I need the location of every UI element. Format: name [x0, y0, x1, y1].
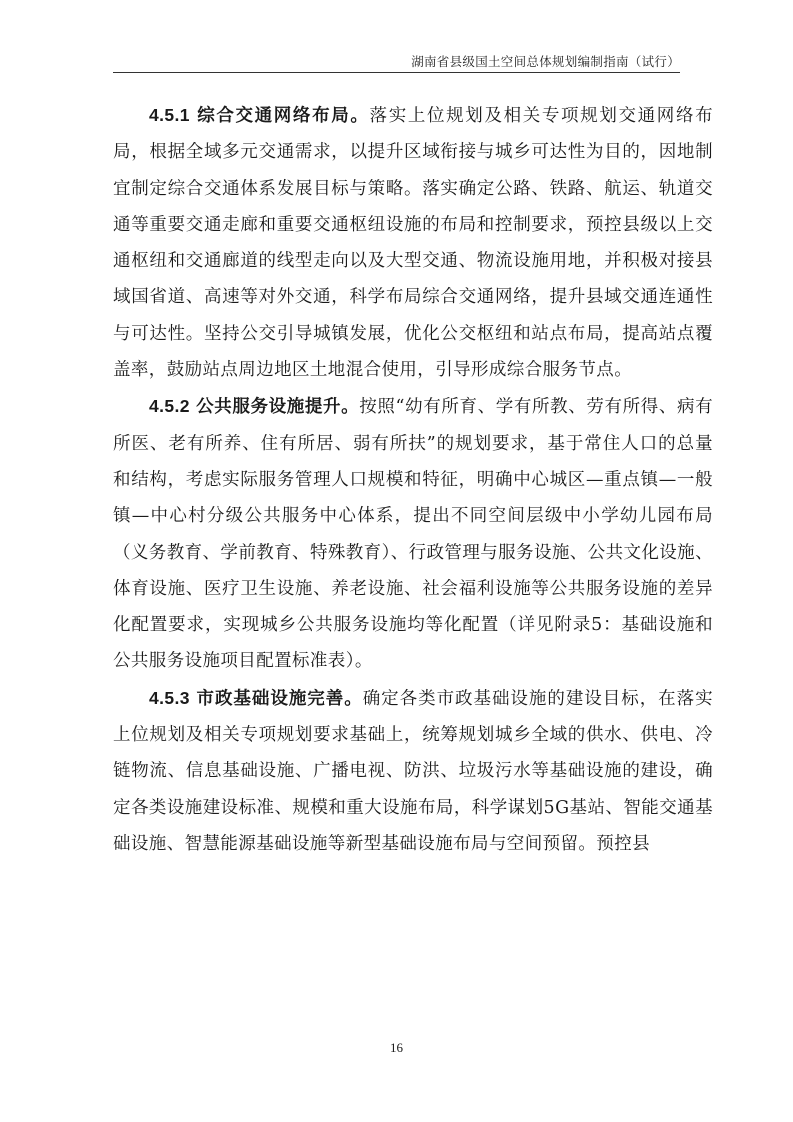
main-content — [113, 97, 713, 862]
section-number: 4.5.1 — [149, 105, 190, 125]
section-number: 4.5.2 — [149, 396, 190, 417]
page-header — [113, 50, 680, 73]
section-4-5-3 — [113, 680, 713, 862]
section-heading: 公共服务设施提升。 — [195, 397, 360, 418]
section-body: 确定各类市政基础设施的建设目标，在落实上位规划及相关专项规划要求基础上，统筹规划城乡全域的供水、供电、冷链物流、信息基础设施、广播电视、防洪、垃圾污水等基础设施的建设，确定各类设施建设标准、规模和重大设施布局，科学谋划5G基站、智能交通基础设施、智慧能源基础设施等新型基础设施布局与空间预留。预控县 — [113, 688, 713, 854]
page-number: 16 — [390, 1040, 403, 1055]
section-heading: 市政基础设施完善。 — [195, 688, 363, 709]
section-body: 按照“幼有所育、学有所教、劳有所得、病有所医、老有所养、住有所居、弱有所扶”的规划要求，基于常住人口的总量和结构，考虑实际服务管理人口规模和特征，明确中心城区—重点镇—一般镇—中心村分级公共服务中心体系，提出不同空间层级中小学幼儿园布局（义务教育、学前教育、特殊教育）、行政管理与服务设施、公共文化设施、体育设施、医疗卫生设施、养老设施、社会福利设施等公共服务设施的差异化配置要求，实现城乡公共服务设施均等化配置（详见附录5：基础设施和公共服务设施项目配置标准表）。 — [113, 397, 713, 672]
section-4-5-1 — [113, 97, 713, 388]
section-4-5-2 — [113, 388, 713, 679]
section-number: 4.5.3 — [149, 687, 190, 708]
section-body: 落实上位规划及相关专项规划交通网络布局，根据全域多元交通需求，以提升区域衔接与城乡可达性为目的，因地制宜制定综合交通体系发展目标与策略。落实确定公路、铁路、航运、轨道交通等重要交通走廊和重要交通枢纽设施的布局和控制要求，预控县级以上交通枢纽和交通廊道的线型走向以及大型交通、物流设施用地，并积极对接县域国省道、高速等对外交通，科学布局综合交通网络，提升县域交通连通性与可达性。坚持公交引导城镇发展，优化公交枢纽和站点布局，提高站点覆盖率，鼓励站点周边地区土地混合使用，引导形成综合服务节点。 — [113, 106, 713, 381]
section-heading: 综合交通网络布局。 — [195, 106, 370, 126]
document-title: 湖南省县级国土空间总体规划编制指南（试行） — [411, 54, 680, 69]
